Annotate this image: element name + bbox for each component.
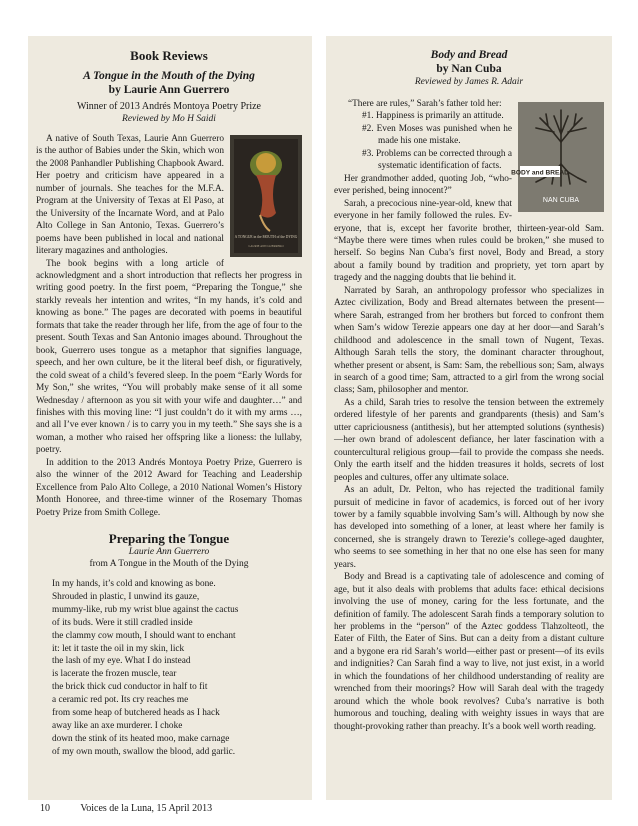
- publication-line: Voices de la Luna, 15 April 2013: [80, 803, 213, 814]
- review-author: by Nan Cuba: [436, 63, 502, 75]
- rule-item: #3. Problems can be corrected through a systematic identification of facts.: [362, 148, 512, 172]
- reviewer-line: Reviewed by Mo H Saidi: [122, 114, 216, 124]
- review-paragraph-4: As a child, Sarah tries to resolve the tension between the extremely ordered lifestyle of her parents and grandparents (thesis) and Sam’s utter capriciousness (antithesis), but her attempted solutions (synthesis)—her own brand of adolescent defiance, her later fascination with a countercultural religious group—fail to provide the compass she needs. Only the earth itself and the hidden treasures it holds, secrets of lost peoples and cultures, offer any ultimate solace.: [334, 397, 604, 483]
- rule-item: #2. Even Moses was punished when he made his one mistake.: [362, 123, 512, 147]
- poem-line: it: let it taste the oil in my skin, lick: [52, 643, 185, 654]
- book-cover-image: [230, 135, 302, 257]
- review-paragraph-6: Body and Bread is a captivating tale of adolescence and coming of age, but it also deals with problems that adults face: ethical decisions involving the use of money, caring for the less fortunate, and the definition of family. The adolescent Sarah finds a temporary solution to her problems in the “person” of the Aztec goddess Tlahzolteotl, the Eater of Filth, the Eater of Sins. But can a deity from a distant culture and a bygone era rid Sarah’s world—either past or present—of its evils and indignities? Can Sarah find a way to live, not just exist, in a world in which the foundations of her childhood understanding of reality are wrenched from their moorings? How will Sarah deal with the tragedy around which the whole book revolves? Cuba’s narrative is both humorous and touching, dealing with weighty issues in ways that are thought-provoking rather than preachy. It’s a book well worth reading.: [334, 572, 604, 732]
- review-author: by Laurie Ann Guerrero: [108, 84, 230, 96]
- left-column: [28, 36, 312, 800]
- cover-author-text: LAURIE ANN GUERRERO: [248, 244, 284, 248]
- award-line: Winner of 2013 Andrés Montoya Poetry Prize: [76, 101, 261, 112]
- review-paragraph-2: Sarah, a precocious nine-year-old, knew that everyone in her family followed the rules. Ev-eryone, that is, except her favorite brother, thirteen-year-old Sam. “Maybe there were times when rules could be broken,” she mused to herself. So begins Nan Cuba’s first novel, Body and Bread, a story about a family bound by tradition and propriety, yet torn apart by tragedy and the nagging doubts that lie behind it.: [334, 198, 604, 284]
- rules-intro: “There are rules,” Sarah’s father told her:: [348, 99, 502, 109]
- review-body: [36, 133, 302, 519]
- poem-line: mummy-like, rub my wrist blue against the cactus: [52, 604, 239, 615]
- review-paragraph-2: The book begins with a long article of acknowledgment and a short introduction that reflects her progress in writing good poetry. In the first poem, “Preparing the Tongue,” she starkly reveals her intention and writes, “In my hands, it’s cold and knowing as bone.” The pages are decorated with poems in beautiful formats that take the reader through her life, from the age of four to the present. South Texas and San Antonio images abound. Throughout the book, Guerrero uses tongue as a metaphor that signifies language, speech, and her own culture, be it the literal beef dish, or figuratively, the cold sweat of a child’s fevered sleep. In the poem “Early Words for My Son,” she writes, “You will probably make sense of it all some Wednesday / afternoon as you sit with your wife and daughter…” and finishes with this moving line: “I just couldn’t do it with my arms …, and all I’ve ever known / is to carry you in my teeth.” She says she is a woman, a mother who raised her offspring like a lioness: the lullaby, poetry.: [36, 258, 302, 456]
- page-footer: [40, 803, 240, 814]
- page-number: 10: [40, 803, 50, 814]
- cover-author-text: NAN CUBA: [542, 197, 580, 204]
- review-title: A Tongue in the Mouth of the Dying: [83, 70, 255, 82]
- review-paragraph-3: Narrated by Sarah, an anthropology professor who specializes in Aztec civilization, Body and Bread alternates between the present—where Sarah, estranged from her brothers but forced to confront them when Sam’s widow Terezie appears one day at her door—and Sarah’s childhood and adolescence in the small town of Nugent, Texas. Although Sarah tells the story, the dominant character throughout, whether present or absent, is Sam: Sam, the rebellious son; Sam, always in search of a good time; Sam, attracted to a girl from the wrong social class; Sam, philosopher and mentor.: [334, 285, 604, 396]
- reviewer-line: Reviewed by James R. Adair: [414, 77, 524, 87]
- section-title: Book Reviews: [130, 48, 208, 63]
- right-column: [326, 36, 612, 800]
- poem-line: the brick thick cud conductor in half to fit: [52, 682, 208, 693]
- poem-source: [36, 558, 302, 570]
- poem-line: of its buds. Were it still cradled inside: [52, 617, 193, 628]
- poem-source-text: from A Tongue in the Mouth of the Dying: [89, 559, 249, 570]
- poem-line: Shrouded in plastic, I unwind its gauze,: [52, 591, 200, 602]
- book-cover-image: [511, 102, 604, 212]
- review-paragraph-3: In addition to the 2013 Andrés Montoya Poetry Prize, Guerrero is also the winner of the 2012 Award for Teaching and Leadership Excellence from Palo Alto College, a 2010 National Women’s History Month Honoree, and three-time winner of the Rosemary Thomas Poetry Prize from Smith College.: [36, 457, 302, 518]
- review-title: Body and Bread: [430, 49, 508, 61]
- review-paragraph-5: As an adult, Dr. Pelton, who has rejected the traditional family pursuit of medicine in favor of academics, is forced out of her ivory tower by a family squabble involving Sam’s will. Although by now she has developed into something of a loner, at least where her family is concerned, she is strangely drawn to Terezie’s college-aged daughter, who seems to see something in her that no one else has seen for many years.: [334, 485, 604, 570]
- poem-line: from some heap of butchered heads as I hack: [52, 708, 220, 719]
- poem-title: Preparing the Tongue: [108, 531, 230, 547]
- poem-body: [36, 578, 302, 759]
- review-body: [334, 98, 604, 733]
- review-paragraph-1: Her grandmother added, quoting Job, “who-ever perished, being innocent?”: [334, 173, 512, 197]
- poem-line: the clammy cow mouth, I should want to enchant: [52, 630, 236, 641]
- poem-line: a ceramic red pot. Its cry reaches me: [52, 695, 189, 706]
- poem-line: down the stink of its heated moo, make carnage: [52, 733, 230, 744]
- poem-line: away like an axe murderer. I choke: [52, 721, 183, 732]
- poem-line: is lacerate the frozen muscle, tear: [52, 669, 177, 680]
- review-paragraph-1: A native of South Texas, Laurie Ann Guerrero is the author of Babies under the Skin, which won the 2008 Panhandler Publishing Chapbook Award. Her poetry and criticism have appeared in a number of journals. She teaches for the M.F.A. Program at the University of Texas at El Paso, at the University of the Incarnate Word, and at Palo Alto College in San Antonio, Texas. Guerrero’s poems have been published in local and national literary magazines and anthologies.: [36, 134, 224, 257]
- poem-line: In my hands, it’s cold and knowing as bone.: [52, 579, 216, 590]
- poem-author: Laurie Ann Guerrero: [128, 547, 210, 558]
- rule-item: #1. Happiness is primarily an attitude.: [362, 111, 504, 122]
- cover-title-text: A TONGUE in the MOUTH of the DYING: [234, 235, 298, 239]
- poem-line: the lash of my eye. What I do instead: [52, 656, 191, 667]
- cover-title-text: BODY and BREAD: [511, 169, 569, 177]
- poem-line: of my own mouth, swallow the blood, add garlic.: [52, 746, 236, 757]
